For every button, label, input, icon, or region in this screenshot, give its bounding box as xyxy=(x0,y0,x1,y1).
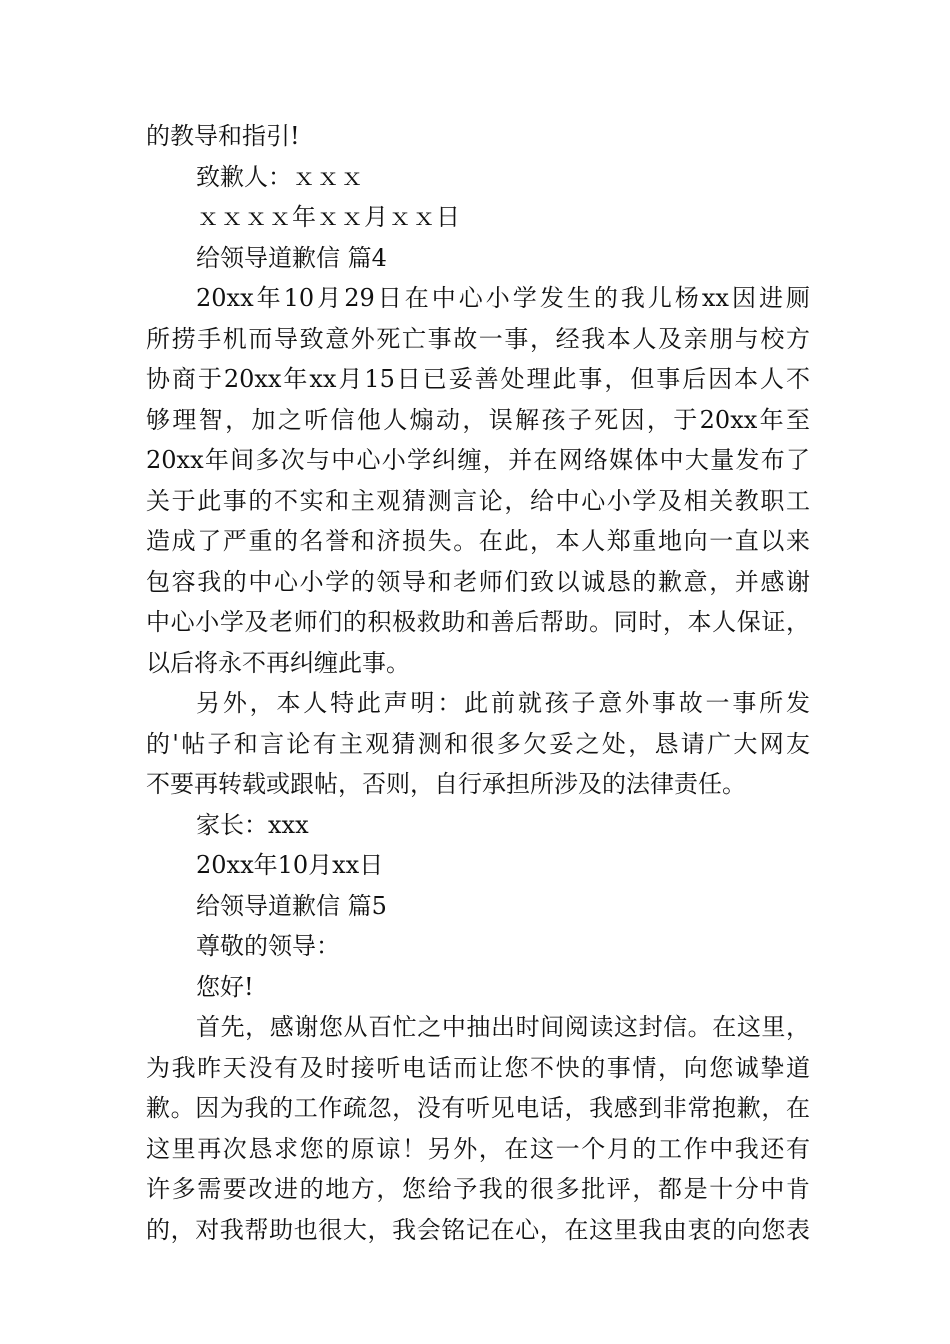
text-line: 另外，本人特此声明：此前就孩子意外事故一事所发 xyxy=(196,689,810,717)
text-line: 给领导道歉信 篇5 xyxy=(196,891,387,920)
text-line: 20xx年10月xx日 xyxy=(196,851,384,879)
text-line: 以后将永不再纠缠此事。 xyxy=(146,648,410,677)
text-line: 中心小学及老师们的积极救助和善后帮助。同时，本人保证， xyxy=(146,608,810,636)
text-line: ｘｘｘｘ年ｘｘ月ｘｘ日 xyxy=(196,203,460,231)
text-line: 歉。因为我的工作疏忽，没有听见电话，我感到非常抱歉，在 xyxy=(146,1094,810,1122)
text-line: 给领导道歉信 篇4 xyxy=(196,243,387,272)
text-line: 协商于20xx年xx月15日已妥善处理此事，但事后因本人不 xyxy=(146,365,810,393)
text-line: 20xx年间多次与中心小学纠缠，并在网络媒体中大量发布了 xyxy=(146,446,810,474)
text-line: 您好! xyxy=(196,972,254,1001)
text-line: 的'帖子和言论有主观猜测和很多欠妥之处，恳请广大网友 xyxy=(146,729,810,758)
text-line: 造成了严重的名誉和济损失。在此，本人郑重地向一直以来 xyxy=(146,527,810,555)
document-body xyxy=(146,116,810,1250)
text-line: 尊敬的领导： xyxy=(196,932,340,960)
text-line: 为我昨天没有及时接听电话而让您不快的事情，向您诚挚道 xyxy=(146,1053,810,1082)
text-line: 首先，感谢您从百忙之中抽出时间阅读这封信。在这里， xyxy=(196,1013,810,1041)
text-line: 致歉人：ｘｘｘ xyxy=(196,162,364,191)
text-line: 20xx年10月29日在中心小学发生的我儿杨xx因进厕 xyxy=(196,284,810,312)
text-line: 家长：xxx xyxy=(196,810,309,839)
text-line: 不要再转载或跟帖，否则，自行承担所涉及的法律责任。 xyxy=(146,770,746,798)
text-line: 够理智，加之听信他人煽动，误解孩子死因，于20xx年至 xyxy=(146,405,810,434)
text-line: 的教导和指引! xyxy=(146,122,300,150)
text-line: 所捞手机而导致意外死亡事故一事，经我本人及亲朋与校方 xyxy=(146,324,810,353)
text-line: 许多需要改进的地方，您给予我的很多批评，都是十分中肯 xyxy=(146,1175,810,1203)
text-line: 包容我的中心小学的领导和老师们致以诚恳的歉意，并感谢 xyxy=(146,567,810,596)
text-line: 这里再次恳求您的原谅！另外，在这一个月的工作中我还有 xyxy=(146,1134,810,1163)
text-line: 的，对我帮助也很大，我会铭记在心，在这里我由衷的向您表 xyxy=(146,1215,810,1244)
text-line: 关于此事的不实和主观猜测言论，给中心小学及相关教职工 xyxy=(146,486,810,515)
